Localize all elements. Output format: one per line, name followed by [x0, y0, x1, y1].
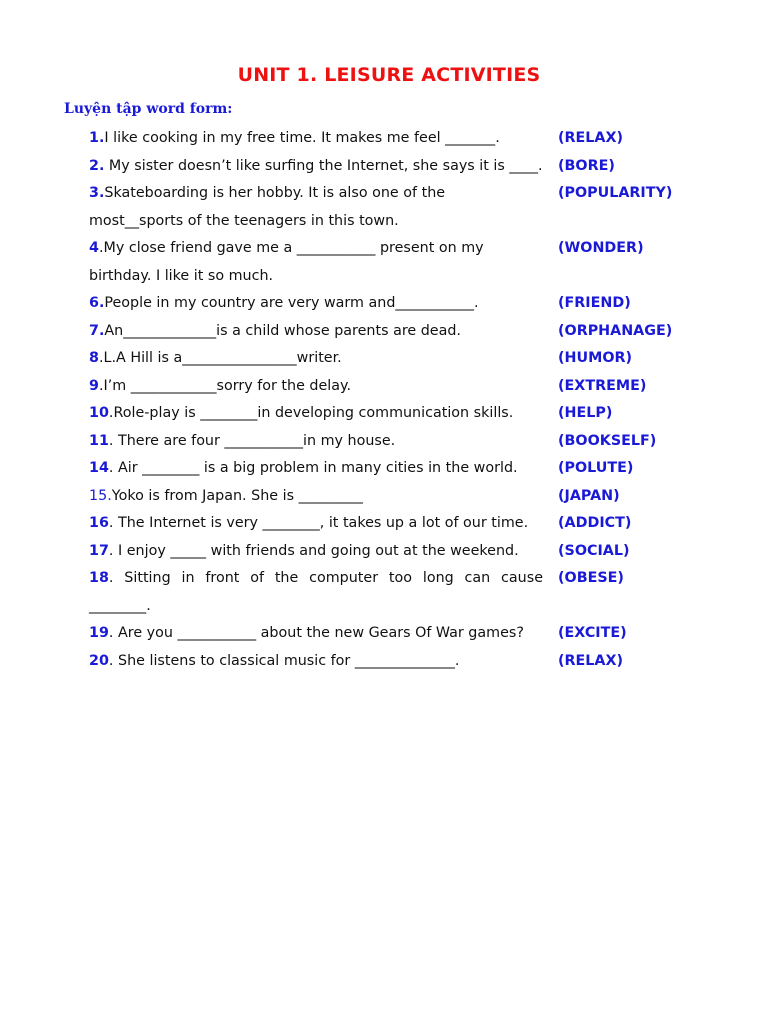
answer-hint: (ADDICT)	[558, 515, 632, 531]
question	[89, 455, 543, 483]
answer-hint: (HUMOR)	[558, 350, 633, 366]
question-text: Skateboarding is her hobby. It is also one of the most__sports of the teenagers in this town.	[89, 185, 446, 229]
question	[89, 235, 543, 290]
item-number: 8	[89, 350, 99, 366]
question-text: .L.A Hill is a________________writer.	[98, 350, 342, 366]
answer-hint: (POLUTE)	[558, 460, 634, 476]
answer-hint: (JAPAN)	[558, 487, 620, 504]
question-text: .Role-play is ________in developing communication skills.	[108, 405, 514, 421]
item-number: 14	[89, 460, 109, 476]
exercise-item	[89, 400, 689, 428]
item-number: 18	[89, 570, 109, 586]
exercise-item	[89, 345, 689, 373]
item-number: 15.	[89, 487, 112, 504]
item-number: 20	[89, 652, 109, 669]
question	[89, 153, 543, 181]
answer-hint: (EXCITE)	[558, 625, 627, 641]
question-text: .I’m ____________sorry for the delay.	[98, 377, 351, 394]
answer-hint: (EXTREME)	[558, 377, 647, 394]
exercise-list	[89, 125, 689, 675]
question	[89, 290, 543, 318]
exercise-item	[89, 483, 689, 511]
question	[89, 400, 543, 428]
question	[89, 318, 543, 346]
question-text: I like cooking in my free time. It makes me feel _______.	[104, 130, 500, 146]
item-number: 3.	[89, 185, 105, 201]
question-text: . She listens to classical music for ______________.	[108, 652, 460, 669]
question	[89, 345, 543, 373]
item-number: 19	[89, 625, 109, 641]
question-text: .My close friend gave me a ___________ present on my birthday. I like it so much.	[89, 240, 484, 284]
item-number: 17	[89, 542, 109, 559]
question-text: . Sitting in front of the computer too long can cause ________.	[89, 570, 543, 614]
exercise-item	[89, 373, 689, 401]
item-number: 4	[89, 240, 99, 256]
exercise-item	[89, 180, 689, 235]
question-text: People in my country are very warm and___________.	[104, 295, 479, 311]
exercise-item	[89, 153, 689, 181]
exercise-item	[89, 318, 689, 346]
item-number: 11	[89, 432, 109, 449]
answer-hint: (HELP)	[558, 405, 613, 421]
exercise-item	[89, 428, 689, 456]
item-number: 10	[89, 405, 109, 421]
question	[89, 565, 543, 620]
answer-hint: (BOOKSELF)	[558, 432, 657, 449]
answer-hint: (ORPHANAGE)	[558, 322, 673, 339]
question	[89, 483, 543, 511]
question	[89, 125, 543, 153]
exercise-item	[89, 125, 689, 153]
answer-hint: (FRIEND)	[558, 295, 631, 311]
question-text: . Air ________ is a big problem in many cities in the world.	[108, 460, 518, 476]
answer-hint: (RELAX)	[558, 130, 624, 146]
answer-hint: (OBESE)	[558, 570, 624, 586]
exercise-item	[89, 510, 689, 538]
exercise-item	[89, 538, 689, 566]
question	[89, 428, 543, 456]
question	[89, 510, 543, 538]
question-text: . The Internet is very ________, it takes up a lot of our time.	[108, 515, 529, 531]
section-subheading: Luyện tập word form:	[64, 101, 233, 117]
exercise-item	[89, 648, 689, 676]
item-number: 1.	[89, 130, 105, 146]
exercise-item	[89, 620, 689, 648]
item-number: 16	[89, 515, 109, 531]
item-number: 7.	[89, 322, 105, 339]
question-text: My sister doesn’t like surfing the Internet, she says it is ____.	[104, 157, 543, 174]
question	[89, 180, 543, 235]
question-text: . Are you ___________ about the new Gears Of War games?	[108, 625, 524, 641]
question	[89, 648, 543, 676]
exercise-item	[89, 565, 689, 620]
exercise-item	[89, 455, 689, 483]
page-title: UNIT 1. LEISURE ACTIVITIES	[237, 64, 541, 86]
item-number: 6.	[89, 295, 105, 311]
question-text: . There are four ___________in my house.	[108, 432, 396, 449]
question-text: Yoko is from Japan. She is _________	[111, 487, 363, 504]
exercise-item	[89, 235, 689, 290]
question	[89, 538, 543, 566]
item-number: 9	[89, 377, 99, 394]
question-text: . I enjoy _____ with friends and going out at the weekend.	[108, 542, 519, 559]
exercise-item	[89, 290, 689, 318]
item-number: 2.	[89, 157, 105, 174]
answer-hint: (POPULARITY)	[558, 185, 673, 201]
question-text: An_____________is a child whose parents are dead.	[104, 322, 461, 339]
answer-hint: (WONDER)	[558, 240, 644, 256]
answer-hint: (BORE)	[558, 157, 615, 174]
answer-hint: (RELAX)	[558, 652, 624, 669]
question	[89, 373, 543, 401]
answer-hint: (SOCIAL)	[558, 542, 630, 559]
question	[89, 620, 543, 648]
